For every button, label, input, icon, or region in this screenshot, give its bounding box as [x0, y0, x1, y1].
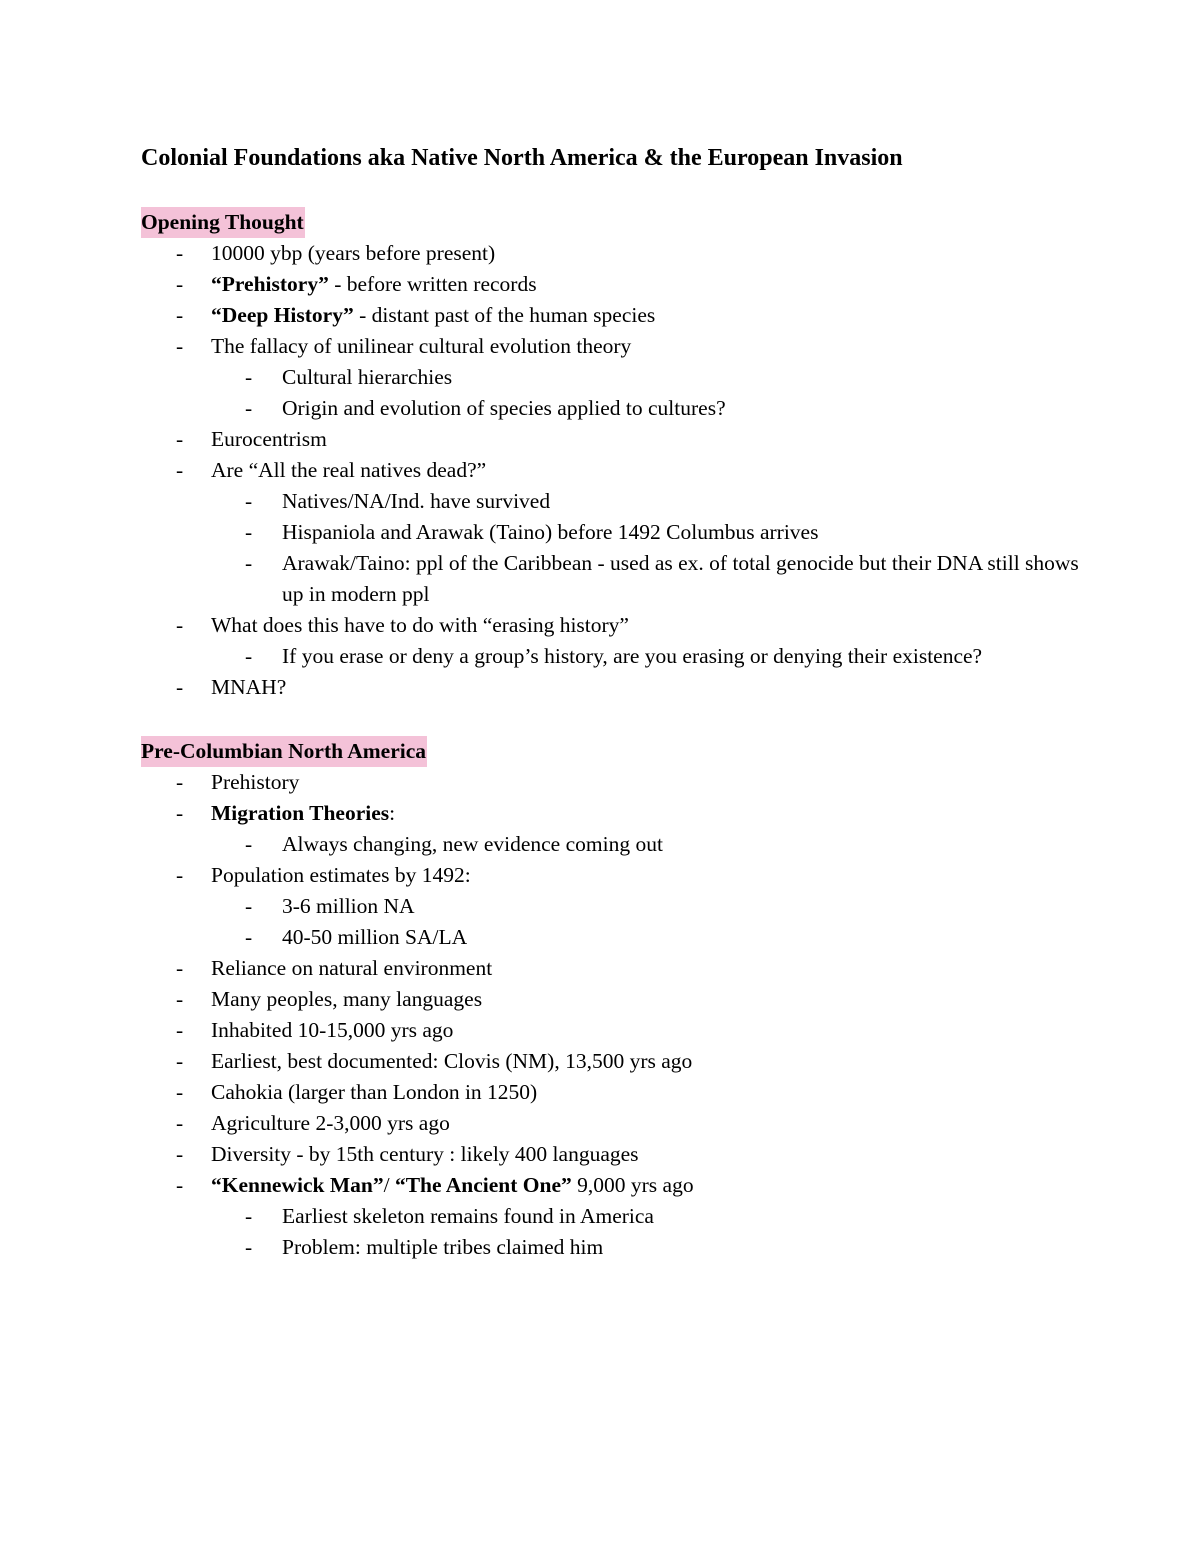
- item-term: “Kennewick Man”: [211, 1173, 384, 1197]
- bullet-marker: -: [176, 1049, 184, 1073]
- list-item: [141, 1077, 1101, 1108]
- section-opening-thought: [141, 207, 1101, 703]
- item-text: Many peoples, many languages: [211, 987, 483, 1011]
- list-item: [141, 424, 1101, 455]
- section-heading: Pre-Columbian North America: [141, 736, 427, 767]
- list-item: [141, 331, 1101, 362]
- bullet-marker: -: [176, 303, 184, 327]
- list-item: [141, 455, 1101, 486]
- list-item: [141, 984, 1101, 1015]
- bullet-marker: -: [245, 396, 253, 420]
- bullet-marker: -: [176, 458, 184, 482]
- bullet-marker: -: [245, 551, 253, 575]
- item-text: :: [389, 801, 396, 825]
- item-text: Prehistory: [211, 770, 300, 794]
- document-title: Colonial Foundations aka Native North America & the European Invasion: [141, 145, 903, 171]
- item-text: Cahokia (larger than London in 1250): [211, 1080, 538, 1104]
- bullet-marker: -: [245, 894, 253, 918]
- list-item: [141, 767, 1101, 798]
- bullet-marker: -: [176, 1111, 184, 1135]
- item-text: Inhabited 10-15,000 yrs ago: [211, 1018, 454, 1042]
- item-text: Arawak/Taino: ppl of the Caribbean - used as ex. of total genocide but their DNA still shows up in modern ppl: [282, 551, 1079, 606]
- bullet-marker: -: [245, 1204, 253, 1228]
- bullet-marker: -: [245, 925, 253, 949]
- bullet-marker: -: [176, 956, 184, 980]
- bullet-marker: -: [176, 1142, 184, 1166]
- sub-list-item: [141, 362, 1101, 393]
- list-item: [141, 798, 1101, 829]
- item-text: - distant past of the human species: [353, 303, 656, 327]
- item-text: Population estimates by 1492:: [211, 863, 471, 887]
- item-term: “The Ancient One”: [394, 1173, 572, 1197]
- bullet-marker: -: [245, 489, 253, 513]
- bullet-marker: -: [245, 644, 253, 668]
- sub-list-item: [141, 1232, 1101, 1263]
- section-heading: Opening Thought: [141, 207, 305, 238]
- sub-list-item: [141, 641, 1101, 672]
- bullet-marker: -: [176, 987, 184, 1011]
- item-text: MNAH?: [211, 675, 287, 699]
- list-item: [141, 1046, 1101, 1077]
- item-text: 10000 ybp (years before present): [211, 241, 496, 265]
- item-text: Reliance on natural environment: [211, 956, 493, 980]
- bullet-marker: -: [245, 1235, 253, 1259]
- item-text: If you erase or deny a group’s history, are you erasing or denying their existence?: [282, 644, 983, 668]
- item-text: Eurocentrism: [211, 427, 327, 451]
- bullet-marker: -: [176, 863, 184, 887]
- section-pre-columbian: [141, 736, 1101, 1263]
- list-item: [141, 953, 1101, 984]
- list-item: [141, 860, 1101, 891]
- bullet-marker: -: [176, 1173, 184, 1197]
- list-item: [141, 269, 1101, 300]
- bullet-marker: -: [176, 770, 184, 794]
- bullet-marker: -: [245, 832, 253, 856]
- bullet-list: [141, 238, 1101, 703]
- list-item: [141, 672, 1101, 703]
- item-text: /: [383, 1173, 395, 1197]
- item-text: Cultural hierarchies: [282, 365, 453, 389]
- item-text: Origin and evolution of species applied to cultures?: [282, 396, 726, 420]
- item-text: 9,000 yrs ago: [571, 1173, 694, 1197]
- item-text: Always changing, new evidence coming out: [282, 832, 663, 856]
- item-text: Agriculture 2-3,000 yrs ago: [211, 1111, 450, 1135]
- bullet-marker: -: [176, 801, 184, 825]
- item-term: “Deep History”: [211, 303, 354, 327]
- item-text: The fallacy of unilinear cultural evolution theory: [211, 334, 632, 358]
- sub-list-item: [141, 1201, 1101, 1232]
- bullet-marker: -: [245, 520, 253, 544]
- sub-list-item: [141, 891, 1101, 922]
- list-item: [141, 300, 1101, 331]
- item-text: Natives/NA/Ind. have survived: [282, 489, 551, 513]
- item-text: Earliest, best documented: Clovis (NM), 13,500 yrs ago: [211, 1049, 693, 1073]
- item-term: “Prehistory”: [211, 272, 329, 296]
- bullet-list: [141, 767, 1101, 1263]
- list-item: [141, 1170, 1101, 1201]
- item-text: Hispaniola and Arawak (Taino) before 1492 Columbus arrives: [282, 520, 819, 544]
- item-text: 3-6 million NA: [282, 894, 415, 918]
- bullet-marker: -: [176, 241, 184, 265]
- sub-list-item: [141, 486, 1101, 517]
- sub-list-item: [141, 548, 1101, 610]
- bullet-marker: -: [176, 613, 184, 637]
- bullet-marker: -: [245, 365, 253, 389]
- list-item: [141, 610, 1101, 641]
- sub-list-item: [141, 393, 1101, 424]
- bullet-marker: -: [176, 1018, 184, 1042]
- item-text: - before written records: [328, 272, 537, 296]
- item-text: Diversity - by 15th century : likely 400 languages: [211, 1142, 639, 1166]
- sub-list-item: [141, 829, 1101, 860]
- list-item: [141, 1015, 1101, 1046]
- item-text: Problem: multiple tribes claimed him: [282, 1235, 604, 1259]
- list-item: [141, 238, 1101, 269]
- item-term: Migration Theories: [211, 801, 390, 825]
- item-text: 40-50 million SA/LA: [282, 925, 468, 949]
- sub-list-item: [141, 517, 1101, 548]
- bullet-marker: -: [176, 272, 184, 296]
- item-text: Earliest skeleton remains found in America: [282, 1204, 654, 1228]
- bullet-marker: -: [176, 675, 184, 699]
- sub-list-item: [141, 922, 1101, 953]
- list-item: [141, 1139, 1101, 1170]
- bullet-marker: -: [176, 427, 184, 451]
- bullet-marker: -: [176, 1080, 184, 1104]
- list-item: [141, 1108, 1101, 1139]
- item-text: What does this have to do with “erasing history”: [211, 613, 629, 637]
- bullet-marker: -: [176, 334, 184, 358]
- item-text: Are “All the real natives dead?”: [211, 458, 487, 482]
